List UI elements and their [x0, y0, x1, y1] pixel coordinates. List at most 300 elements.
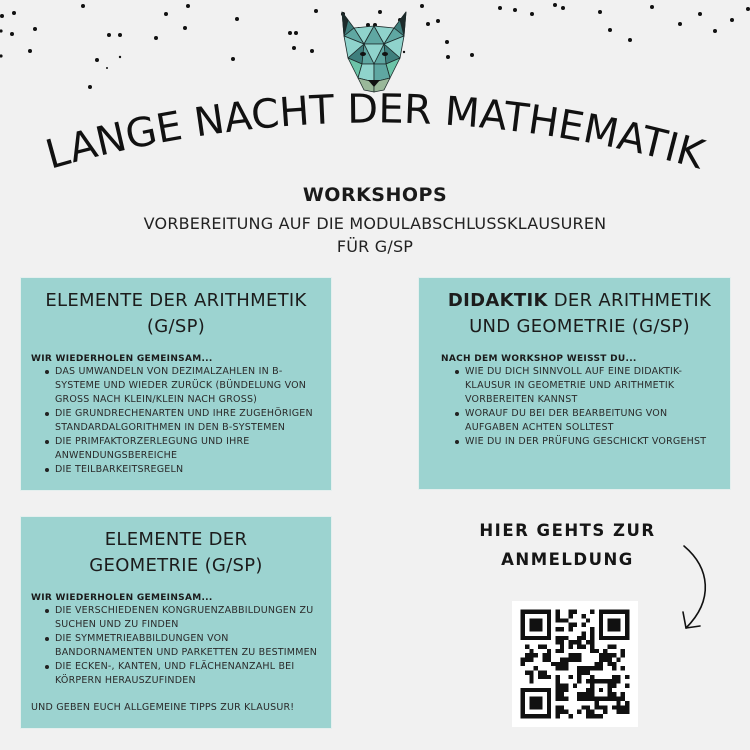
qr-module — [555, 688, 559, 692]
qr-module — [542, 688, 546, 692]
qr-module — [560, 692, 564, 696]
qr-module — [582, 644, 586, 648]
qr-module — [612, 618, 616, 622]
qr-module — [577, 653, 581, 657]
qr-module — [555, 684, 559, 688]
qr-module — [547, 710, 551, 714]
qr-module — [582, 697, 586, 701]
qr-module — [534, 627, 538, 631]
qr-module — [568, 653, 572, 657]
qr-module — [521, 662, 525, 666]
qr-module — [595, 649, 599, 653]
qr-module — [560, 636, 564, 640]
qr-module — [612, 684, 616, 688]
qr-module — [547, 688, 551, 692]
qr-module — [599, 666, 603, 670]
card-title — [31, 527, 321, 579]
qr-module — [560, 627, 564, 631]
qr-module — [555, 610, 559, 614]
subtitle — [0, 212, 750, 258]
qr-module — [529, 705, 533, 709]
qr-module — [582, 666, 586, 670]
qr-module — [542, 657, 546, 661]
qr-module — [625, 675, 629, 679]
list-item: WIE DU DICH SINNVOLL AUF EINE DIDAKTIK-KLAUSUR IN GEOMETRIE UND ARITHMETIK VORBEREITEN KANNST — [455, 365, 718, 407]
qr-module — [555, 618, 559, 622]
qr-module — [542, 671, 546, 675]
qr-module — [621, 610, 625, 614]
qr-module — [564, 636, 568, 640]
qr-module — [547, 697, 551, 701]
qr-module — [555, 636, 559, 640]
qr-module — [560, 662, 564, 666]
qr-module — [564, 666, 568, 670]
qr-module — [564, 657, 568, 661]
qr-code-icon[interactable] — [512, 601, 638, 727]
qr-module — [529, 679, 533, 683]
qr-module — [547, 636, 551, 640]
qr-module — [521, 705, 525, 709]
registration-heading — [470, 516, 665, 574]
qr-module — [547, 618, 551, 622]
workshop-card-geometrie — [21, 517, 331, 728]
qr-module — [590, 627, 594, 631]
qr-module — [521, 614, 525, 618]
qr-module — [599, 688, 603, 692]
qr-module — [590, 649, 594, 653]
qr-module — [612, 627, 616, 631]
svg-text:LANGE NACHT DER MATHEMATIK — [41, 86, 711, 179]
qr-module — [603, 679, 607, 683]
qr-module — [582, 636, 586, 640]
qr-module — [529, 636, 533, 640]
qr-module — [577, 679, 581, 683]
qr-module — [608, 684, 612, 688]
qr-module — [586, 692, 590, 696]
qr-module — [555, 649, 559, 653]
qr-module — [625, 631, 629, 635]
qr-module — [599, 631, 603, 635]
card-title — [31, 288, 321, 340]
qr-module — [595, 662, 599, 666]
qr-module — [590, 666, 594, 670]
qr-module — [538, 636, 542, 640]
qr-module — [521, 697, 525, 701]
qr-module — [529, 618, 533, 622]
qr-module — [568, 627, 572, 631]
qr-module — [568, 675, 572, 679]
qr-module — [621, 705, 625, 709]
card-title-bold: DIDAKTIK — [447, 290, 548, 311]
qr-module — [521, 636, 525, 640]
qr-module — [521, 631, 525, 635]
qr-module — [599, 657, 603, 661]
qr-module — [612, 675, 616, 679]
workshop-card-didaktik — [419, 278, 730, 489]
qr-module — [547, 610, 551, 614]
qr-module — [582, 692, 586, 696]
subtitle-line-1: VORBEREITUNG AUF DIE MODULABSCHLUSSKLAUSUREN — [143, 214, 607, 233]
qr-module — [568, 644, 572, 648]
qr-module — [555, 705, 559, 709]
qr-module — [625, 684, 629, 688]
card-title-line-2: GEOMETRIE (G/SP) — [89, 555, 263, 576]
qr-module — [590, 640, 594, 644]
card-title-line-2: UND GEOMETRIE (G/SP) — [469, 316, 690, 337]
qr-module — [608, 679, 612, 683]
qr-module — [534, 610, 538, 614]
card-title-line-1: ELEMENTE DER ARITHMETIK — [45, 290, 307, 311]
qr-module — [547, 614, 551, 618]
qr-module — [555, 692, 559, 696]
qr-module — [608, 697, 612, 701]
qr-module — [616, 657, 620, 661]
qr-module — [542, 610, 546, 614]
qr-module — [529, 653, 533, 657]
qr-module — [577, 644, 581, 648]
qr-module — [547, 714, 551, 718]
qr-module — [608, 644, 612, 648]
qr-module — [577, 710, 581, 714]
qr-module — [625, 636, 629, 640]
list-item: DIE SYMMETRIEABBILDUNGEN VON BANDORNAMENTEN UND PARKETTEN ZU BESTIMMEN — [45, 632, 321, 660]
qr-module — [564, 684, 568, 688]
qr-module — [586, 688, 590, 692]
qr-module — [595, 666, 599, 670]
qr-module — [590, 675, 594, 679]
card-title-line-1: ELEMENTE DER — [104, 529, 248, 550]
qr-module — [542, 636, 546, 640]
qr-module — [534, 618, 538, 622]
qr-module — [521, 692, 525, 696]
qr-module — [538, 618, 542, 622]
card-footer: UND GEBEN EUCH ALLGEMEINE TIPPS ZUR KLAUSUR! — [31, 702, 295, 713]
qr-module — [529, 649, 533, 653]
card-list — [31, 604, 321, 688]
qr-module — [529, 610, 533, 614]
list-item: DIE PRIMFAKTORZERLEGUNG UND IHRE ANWENDUNGSBEREICHE — [45, 435, 321, 463]
qr-module — [586, 666, 590, 670]
qr-module — [621, 653, 625, 657]
card-title-line-1: DER ARITHMETIK — [547, 290, 712, 311]
qr-module — [525, 657, 529, 661]
card-title-line-2: (G/SP) — [146, 316, 206, 337]
qr-module — [525, 714, 529, 718]
qr-module — [612, 653, 616, 657]
qr-module — [586, 618, 590, 622]
list-item: DAS UMWANDELN VON DEZIMALZAHLEN IN B-SYSTEME UND WIEDER ZURÜCK (BÜNDELUNG VON GROSS NACH KLEIN/KLEIN NACH GROSS) — [45, 365, 321, 407]
qr-module — [603, 649, 607, 653]
qr-module — [577, 692, 581, 696]
qr-module — [603, 636, 607, 640]
qr-module — [564, 697, 568, 701]
qr-module — [529, 623, 533, 627]
qr-module — [616, 710, 620, 714]
qr-module — [590, 636, 594, 640]
qr-module — [529, 675, 533, 679]
qr-module — [599, 697, 603, 701]
card-lead: WIR WIEDERHOLEN GEMEINSAM... — [31, 354, 213, 364]
card-list — [441, 365, 718, 449]
qr-module — [568, 640, 572, 644]
qr-module — [625, 610, 629, 614]
qr-module — [560, 684, 564, 688]
qr-module — [542, 675, 546, 679]
qr-module — [590, 710, 594, 714]
qr-module — [616, 610, 620, 614]
qr-module — [529, 714, 533, 718]
qr-module — [534, 701, 538, 705]
registration-line-1: HIER GEHTS ZUR — [479, 521, 656, 540]
qr-module — [608, 692, 612, 696]
qr-module — [538, 671, 542, 675]
qr-module — [599, 662, 603, 666]
qr-module — [525, 636, 529, 640]
qr-module — [608, 657, 612, 661]
qr-module — [538, 627, 542, 631]
qr-module — [521, 610, 525, 614]
qr-module — [577, 657, 581, 661]
qr-module — [555, 697, 559, 701]
qr-module — [577, 666, 581, 670]
qr-module — [590, 697, 594, 701]
qr-module — [547, 692, 551, 696]
qr-module — [529, 697, 533, 701]
qr-module — [521, 627, 525, 631]
qr-module — [590, 610, 594, 614]
qr-module — [612, 666, 616, 670]
qr-module — [625, 627, 629, 631]
qr-module — [612, 692, 616, 696]
qr-module — [538, 701, 542, 705]
qr-module — [534, 688, 538, 692]
qr-module — [534, 653, 538, 657]
qr-module — [547, 631, 551, 635]
qr-module — [573, 684, 577, 688]
qr-module — [568, 714, 572, 718]
qr-module — [612, 610, 616, 614]
list-item: DIE GRUNDRECHENARTEN UND IHRE ZUGEHÖRIGEN STANDARDALGORITHMEN IN DEN B-SYSTEMEN — [45, 407, 321, 435]
qr-module — [560, 688, 564, 692]
qr-module — [590, 688, 594, 692]
list-item: WIE DU IN DER PRÜFUNG GESCHICKT VORGEHST — [455, 435, 718, 449]
qr-module — [521, 657, 525, 661]
qr-module — [568, 623, 572, 627]
qr-module — [560, 618, 564, 622]
qr-module — [525, 610, 529, 614]
qr-module — [564, 662, 568, 666]
qr-module — [560, 705, 564, 709]
qr-module — [551, 662, 555, 666]
qr-module — [542, 644, 546, 648]
qr-module — [590, 684, 594, 688]
qr-module — [538, 623, 542, 627]
qr-module — [547, 705, 551, 709]
qr-module — [603, 657, 607, 661]
qr-module — [568, 657, 572, 661]
qr-module — [538, 705, 542, 709]
qr-module — [521, 714, 525, 718]
qr-module — [582, 631, 586, 635]
qr-module — [599, 679, 603, 683]
qr-module — [621, 710, 625, 714]
qr-module — [625, 710, 629, 714]
qr-module — [590, 679, 594, 683]
qr-module — [599, 623, 603, 627]
qr-module — [616, 705, 620, 709]
qr-module — [582, 614, 586, 618]
qr-module — [521, 701, 525, 705]
qr-module — [603, 697, 607, 701]
qr-module — [608, 623, 612, 627]
qr-module — [534, 697, 538, 701]
qr-module — [529, 701, 533, 705]
qr-module — [582, 623, 586, 627]
workshop-card-arithmetik — [21, 278, 331, 490]
qr-module — [599, 614, 603, 618]
qr-module — [560, 666, 564, 670]
qr-module — [564, 618, 568, 622]
qr-module — [573, 610, 577, 614]
qr-module — [560, 644, 564, 648]
qr-module — [573, 623, 577, 627]
qr-module — [599, 714, 603, 718]
qr-module — [555, 614, 559, 618]
qr-module — [612, 636, 616, 640]
qr-module — [525, 644, 529, 648]
qr-module — [547, 653, 551, 657]
qr-module — [616, 618, 620, 622]
qr-module — [534, 705, 538, 709]
card-title — [441, 288, 718, 340]
registration-line-2: ANMELDUNG — [501, 550, 634, 569]
qr-module — [595, 679, 599, 683]
qr-module — [529, 688, 533, 692]
qr-module — [534, 636, 538, 640]
qr-module — [599, 618, 603, 622]
qr-module — [603, 705, 607, 709]
qr-module — [568, 610, 572, 614]
qr-module — [603, 610, 607, 614]
qr-module — [625, 705, 629, 709]
qr-module — [538, 644, 542, 648]
qr-module — [573, 653, 577, 657]
qr-module — [555, 710, 559, 714]
qr-module — [529, 627, 533, 631]
qr-module — [547, 623, 551, 627]
qr-module — [612, 679, 616, 683]
qr-module — [555, 666, 559, 670]
qr-module — [577, 697, 581, 701]
qr-module — [608, 627, 612, 631]
qr-module — [529, 657, 533, 661]
qr-module — [616, 697, 620, 701]
qr-module — [608, 610, 612, 614]
qr-module — [547, 701, 551, 705]
qr-module — [538, 688, 542, 692]
qr-module — [538, 697, 542, 701]
qr-module — [573, 640, 577, 644]
qr-module — [599, 636, 603, 640]
qr-module — [586, 671, 590, 675]
qr-module — [586, 679, 590, 683]
qr-module — [616, 627, 620, 631]
qr-module — [595, 714, 599, 718]
qr-module — [608, 662, 612, 666]
qr-module — [616, 636, 620, 640]
qr-module — [542, 653, 546, 657]
qr-module — [534, 714, 538, 718]
qr-module — [599, 610, 603, 614]
qr-module — [608, 636, 612, 640]
qr-module — [538, 610, 542, 614]
qr-module — [521, 618, 525, 622]
qr-module — [612, 623, 616, 627]
qr-module — [621, 666, 625, 670]
qr-module — [555, 627, 559, 631]
qr-module — [590, 714, 594, 718]
qr-module — [555, 640, 559, 644]
qr-module — [525, 671, 529, 675]
qr-module — [547, 627, 551, 631]
qr-module — [534, 623, 538, 627]
qr-module — [586, 705, 590, 709]
qr-module — [599, 627, 603, 631]
qr-module — [568, 614, 572, 618]
qr-module — [612, 644, 616, 648]
subtitle-line-2: FÜR G/SP — [336, 237, 414, 256]
list-item: WORAUF DU BEI DER BEARBEITUNG VON AUFGABEN ACHTEN SOLLTEST — [455, 407, 718, 435]
qr-module — [521, 710, 525, 714]
qr-module — [621, 697, 625, 701]
curved-arrow-down-left-icon — [670, 540, 720, 635]
qr-module — [616, 623, 620, 627]
qr-module — [560, 640, 564, 644]
qr-module — [529, 671, 533, 675]
qr-module — [590, 692, 594, 696]
qr-module — [625, 618, 629, 622]
qr-module — [586, 714, 590, 718]
qr-module — [590, 644, 594, 648]
qr-module — [603, 710, 607, 714]
qr-module — [538, 675, 542, 679]
card-lead: NACH DEM WORKSHOP WEISST DU... — [441, 354, 637, 364]
qr-module — [534, 666, 538, 670]
list-item: DIE TEILBARKEITSREGELN — [45, 463, 321, 477]
qr-module — [564, 710, 568, 714]
qr-module — [560, 710, 564, 714]
qr-module — [564, 688, 568, 692]
qr-module — [577, 675, 581, 679]
qr-module — [599, 653, 603, 657]
card-list — [31, 365, 321, 477]
qr-module — [625, 623, 629, 627]
qr-module — [555, 714, 559, 718]
qr-module — [577, 640, 581, 644]
qr-module — [547, 657, 551, 661]
qr-module — [599, 705, 603, 709]
qr-module — [612, 662, 616, 666]
qr-module — [525, 653, 529, 657]
qr-module — [538, 714, 542, 718]
qr-module — [560, 649, 564, 653]
card-lead: WIR WIEDERHOLEN GEMEINSAM... — [31, 593, 213, 603]
qr-module — [586, 710, 590, 714]
qr-module — [595, 705, 599, 709]
qr-module — [582, 705, 586, 709]
qr-module — [573, 657, 577, 661]
qr-module — [555, 662, 559, 666]
